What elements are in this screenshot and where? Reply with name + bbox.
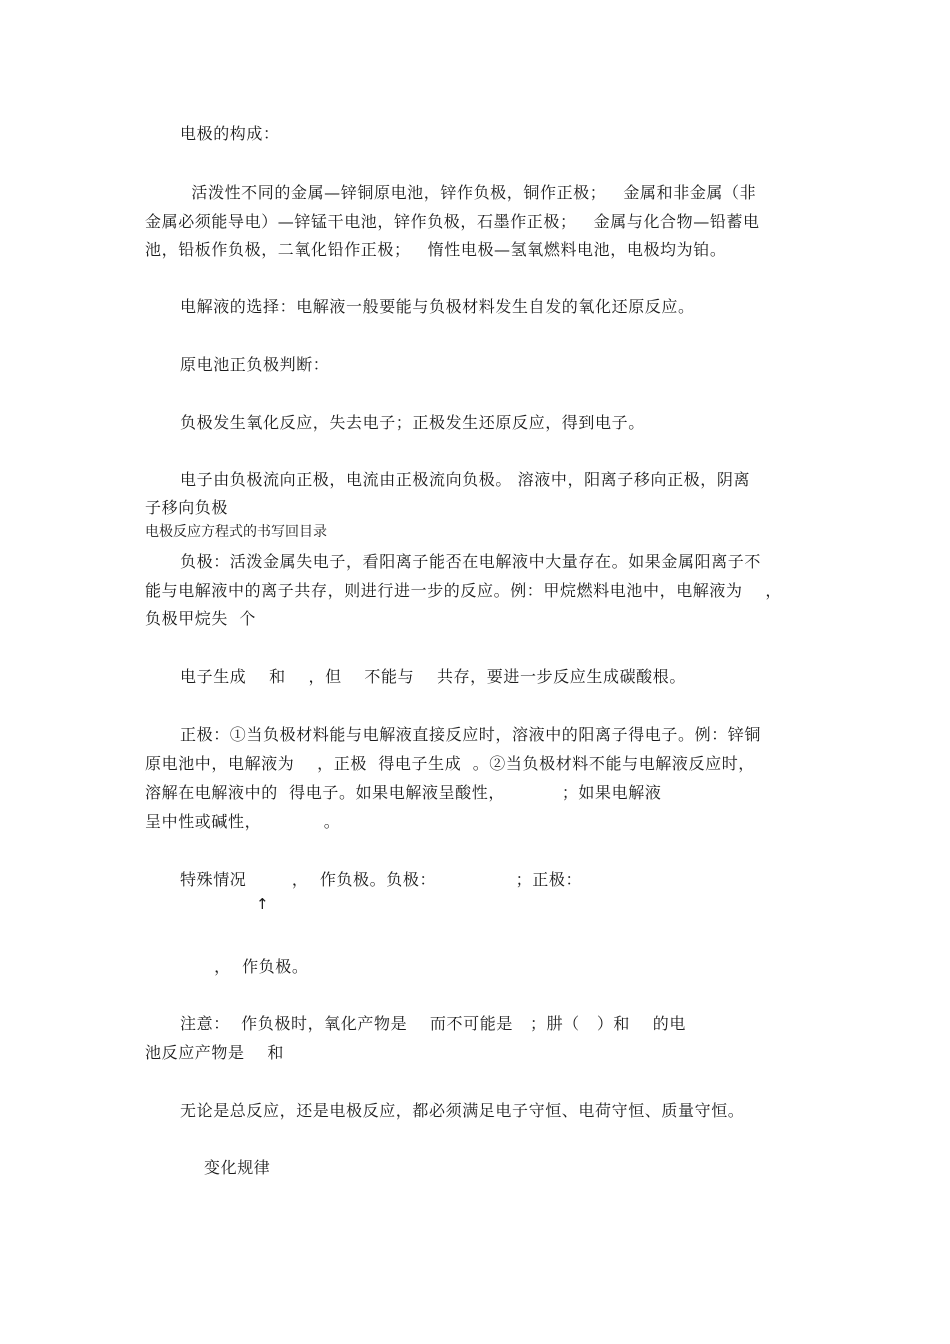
paragraph-line: 负极甲烷失 个 [145, 609, 256, 628]
section-heading-with-back-link[interactable]: 电极反应方程式的书写回目录 [145, 524, 327, 540]
paragraph-line: 金属必须能导电）—锌锰干电池，锌作负极，石墨作正极； 金属与化合物—铅蓄电 [145, 212, 760, 231]
paragraph-line: 能与电解液中的离子共存，则进行进一步的反应。例：甲烷燃料电池中，电解液为 ， [145, 581, 782, 600]
paragraph-line: 电子生成 和 ，但 不能与 共存，要进一步反应生成碳酸根。 [180, 667, 686, 686]
heading-variation-rules: 变化规律 [204, 1158, 271, 1177]
paragraph-line: 原电池中，电解液为 ，正极 得电子生成 。②当负极材料不能与电解液反应时， [145, 754, 755, 773]
paragraph-line: 注意： 作负极时，氧化产物是 而不可能是 ；肼（ ）和 的电 [180, 1014, 686, 1033]
paragraph-line: 子移向负极 [145, 498, 229, 517]
paragraph-line: 电解液的选择：电解液一般要能与负极材料发生自发的氧化还原反应。 [180, 297, 695, 316]
up-arrow-icon: ↑ [256, 895, 269, 913]
paragraph-line: 活泼性不同的金属—锌铜原电池，锌作负极，铜作正极； 金属和非金属（非 [180, 183, 757, 202]
paragraph-line: 池，铅板作负极，二氧化铅作正极； 惰性电极—氢氧燃料电池，电极均为铂。 [145, 240, 727, 259]
paragraph-line: ， 作负极。 [180, 957, 309, 976]
paragraph-line: 溶解在电解液中的 得电子。如果电解液呈酸性， ；如果电解液 [145, 783, 662, 802]
paragraph-line: 特殊情况 ， 作负极。负极： ；正极： [180, 870, 583, 889]
heading-polarity-judgement: 原电池正负极判断： [180, 355, 330, 374]
paragraph-line: 无论是总反应，还是电极反应，都必须满足电子守恒、电荷守恒、质量守恒。 [180, 1101, 745, 1120]
paragraph-line: 负极：活泼金属失电子，看阳离子能否在电解液中大量存在。如果金属阳离子不 [180, 552, 762, 571]
paragraph-line: 电子由负极流向正极，电流由正极流向负极。 溶液中，阳离子移向正极，阴离 [180, 470, 751, 489]
paragraph-line: 池反应产物是 和 [145, 1043, 284, 1062]
heading-electrode-composition: 电极的构成： [180, 124, 280, 143]
paragraph-line: 正极：①当负极材料能与电解液直接反应时，溶液中的阳离子得电子。例：锌铜 [180, 725, 762, 744]
paragraph-line: 呈中性或碱性， 。 [145, 812, 341, 831]
paragraph-line: 负极发生氧化反应，失去电子；正极发生还原反应，得到电子。 [180, 413, 645, 432]
